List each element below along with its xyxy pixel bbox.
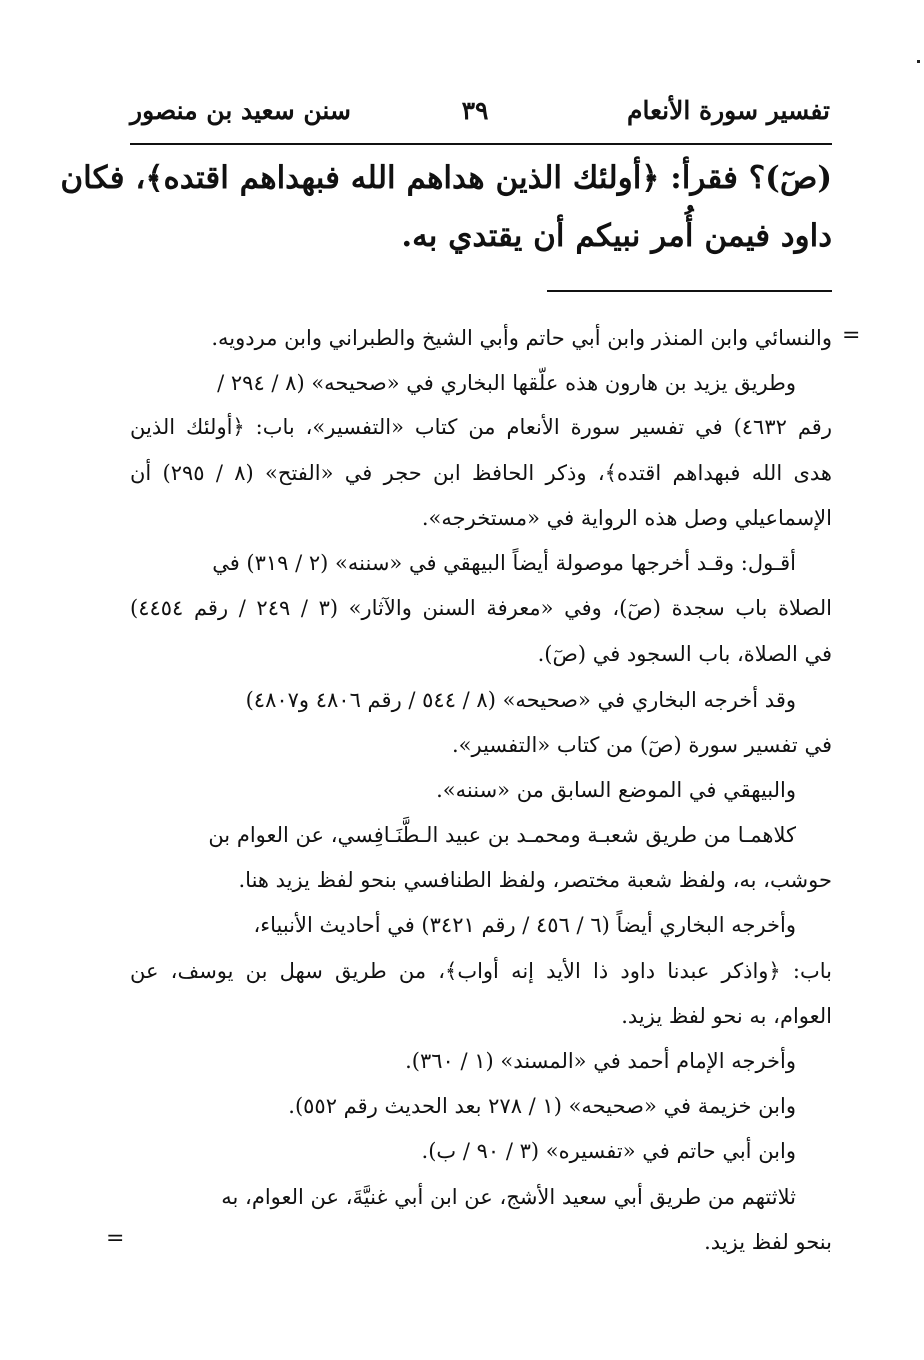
- footnote-line: وطريق يزيد بن هارون هذه علّقها البخاري في «صحيحه» (٨ / ٢٩٤ /: [217, 371, 796, 395]
- footnote-line: حوشب، به، ولفظ شعبة مختصر، ولفظ الطنافسي بنحو لفظ يزيد هنا.: [238, 868, 832, 892]
- footnote-line: وابن أبي حاتم في «تفسيره» (٣ / ٩٠ / ب).: [421, 1139, 796, 1163]
- header-surah-title: تفسير سورة الأنعام: [626, 96, 830, 125]
- footnote-line: والبيهقي في الموضع السابق من «سننه».: [436, 778, 796, 802]
- header-book-title: سنن سعيد بن منصور: [130, 96, 351, 125]
- scan-mark: [917, 60, 920, 63]
- footnote-line: وقد أخرجه البخاري في «صحيحه» (٨ / ٥٤٤ / رقم ٤٨٠٦ و٤٨٠٧): [245, 688, 796, 712]
- footnote-line: وابن خزيمة في «صحيحه» (١ / ٢٧٨ بعد الحديث رقم ٥٥٢).: [288, 1094, 796, 1118]
- footnote-separator: [547, 290, 832, 292]
- footnote-line: الصلاة باب سجدة (صٓ)، وفي «معرفة السنن والآثار» (٣ / ٢٤٩ / رقم ٤٤٥٤): [130, 596, 832, 620]
- continuation-mark-top: =: [842, 323, 861, 348]
- footnote-line: في الصلاة، باب السجود في (صٓ).: [537, 642, 832, 666]
- footnote-line: كلاهمـا من طريق شعبـة ومحمـد بن عبيد الـطَّنَـافِسي، عن العوام بن: [208, 823, 796, 847]
- main-text-line: داود فيمن أُمر نبيكم أن يقتدي به.: [401, 218, 832, 254]
- footnote-line: العوام، به نحو لفظ يزيد.: [621, 1004, 832, 1028]
- footnote-line: أقـول: وقـد أخرجها موصولة أيضاً البيهقي في «سننه» (٢ / ٣١٩) في: [212, 551, 796, 575]
- footnote-line: في تفسير سورة (صٓ) من كتاب «التفسير».: [451, 733, 832, 757]
- running-header: [130, 96, 830, 140]
- header-rule: [130, 143, 832, 145]
- footnote-line: رقم ٤٦٣٢) في تفسير سورة الأنعام من كتاب «التفسير»، باب: ﴿أولئك الذين: [130, 415, 832, 439]
- footnote-line: بنحو لفظ يزيد.: [704, 1230, 832, 1254]
- footnote-line: ثلاثتهم من طريق أبي سعيد الأشج، عن ابن أبي غنيَّةَ، عن العوام، به: [221, 1185, 796, 1209]
- footnote-line: وأخرجه الإمام أحمد في «المسند» (١ / ٣٦٠).: [405, 1049, 796, 1073]
- footnote-line: والنسائي وابن المنذر وابن أبي حاتم وأبي الشيخ والطبراني وابن مردويه.: [211, 326, 832, 350]
- continuation-mark-bottom: =: [106, 1226, 125, 1251]
- footnote-line: باب: ﴿واذكر عبدنا داود ذا الأيد إنه أواب﴾، من طريق سهل بن يوسف، عن: [130, 959, 832, 983]
- footnote-line: وأخرجه البخاري أيضاً (٦ / ٤٥٦ / رقم ٣٤٢١) في أحاديث الأنبياء،: [253, 913, 796, 937]
- footnote-line: الإسماعيلي وصل هذه الرواية في «مستخرجه».: [421, 506, 832, 530]
- page-number: ٣٩: [461, 96, 489, 125]
- footnote-line: هدى الله فبهداهم اقتده﴾، وذكر الحافظ ابن حجر في «الفتح» (٨ / ٢٩٥) أن: [130, 461, 832, 485]
- main-text-line: (صٓ)؟ فقرأ: ﴿أولئك الذين هداهم الله فبهداهم اقتده﴾، فكان: [60, 160, 832, 196]
